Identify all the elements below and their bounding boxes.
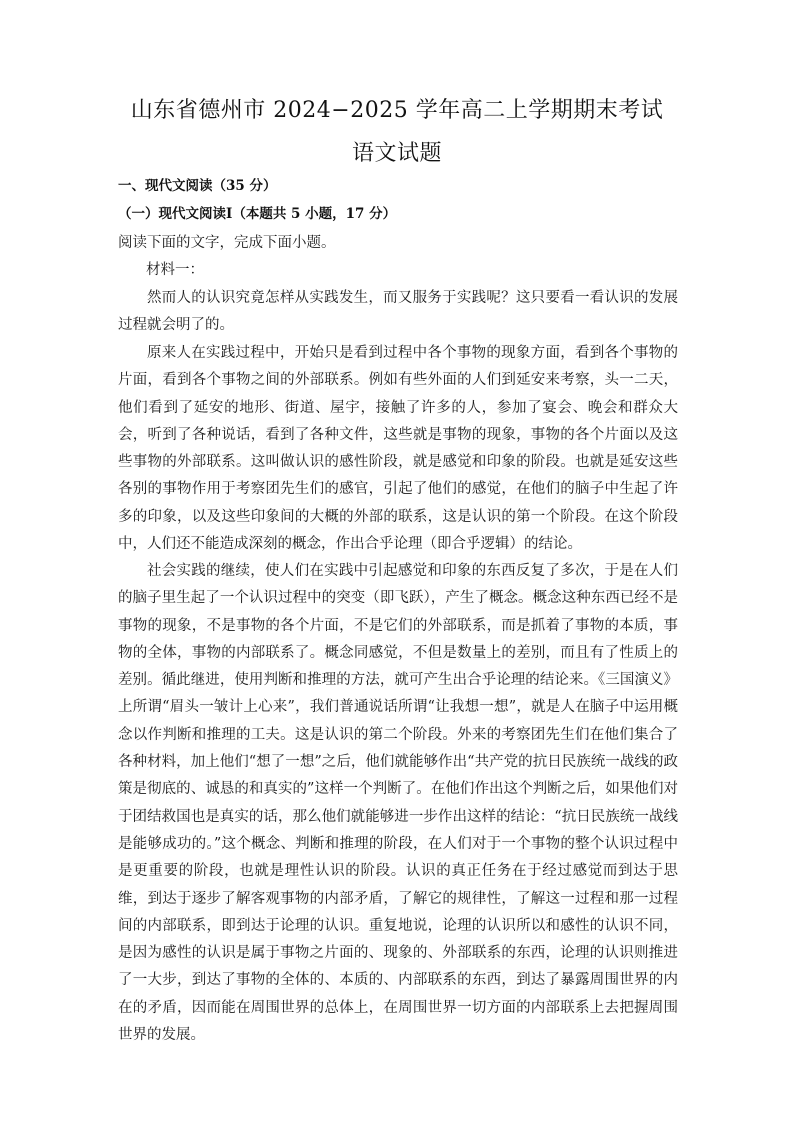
- passage-paragraph-1: [118, 285, 678, 340]
- passage-paragraph-2: [118, 340, 678, 558]
- passage-paragraph-3: [118, 558, 678, 1049]
- exam-title: 山东省德州市 2024−2025 学年高二上学期期末考试: [130, 98, 664, 123]
- paragraph-text: 社会实践的继续，使人们在实践中引起感觉和印象的东西反复了多次，于是在人们的脑子里生起了一个认识过程中的突变（即飞跃），产生了概念。概念这种东西已经不是事物的现象，不是事物的各个片面，不是它们的外部联系，而是抓着了事物的本质，事物的全体，事物的内部联系了。概念同感觉，不但是数量上的差别，而且有了性质上的差别。循此继进，使用判断和推理的方法，就可产生出合乎论理的结论来。《三国演义》上所谓“眉头一皱计上心来”，我们普通说话所谓“让我想一想”，就是人在脑子中运用概念以作判断和推理的工夫。这是认识的第二个阶段。外来的考察团先生们在他们集合了各种材料，加上他们“想了一想”之后，他们就能够作出“共产党的抗日民族统一战线的政策是彻底的、诚恳的和真实的”这样一个判断了。在他们作出这个判断之后，如果他们对于团结救国也是真实的话，那么他们就能够进一步作出这样的结论：“抗日民族统一战线是能够成功的。”这个概念、判断和推理的阶段，在人们对于一个事物的整个认识过程中是更重要的阶段，也就是理性认识的阶段。认识的真正任务在于经过感觉而到达于思维，到达于逐步了解客观事物的内部矛盾，了解它的规律性，了解这一过程和那一过程间的内部联系，即到达于论理的认识。重复地说，论理的认识所以和感性的认识不同，是因为感性的认识是属于事物之片面的、现象的、外部联系的东西，论理的认识则推进了一大步，到达了事物的全体的、本质的、内部联系的东西，到达了暴露周围世界的内在的矛盾，因而能在周围世界的总体上，在周围世界一切方面的内部联系上去把握周围世界的发展。: [118, 563, 678, 1044]
- material-label: 材料一：: [146, 262, 204, 278]
- reading-instruction: 阅读下面的文字，完成下面小题。: [118, 235, 336, 251]
- paragraph-text: 然而人的认识究竟怎样从实践发生，而又服务于实践呢？这只要看一看认识的发展过程就会明了的。: [118, 290, 678, 334]
- exam-subtitle: 语文试题: [351, 141, 442, 166]
- section-heading-reading: 一、现代文阅读（35 分）: [118, 178, 277, 194]
- paragraph-text: 原来人在实践过程中，开始只是看到过程中各个事物的现象方面，看到各个事物的片面，看到各个事物之间的外部联系。例如有些外面的人们到延安来考察，头一二天，他们看到了延安的地形、街道、屋宇，接触了许多的人，参加了宴会、晚会和群众大会，听到了各种说话，看到了各种文件，这些就是事物的现象，事物的各个片面以及这些事物的外部联系。这叫做认识的感性阶段，就是感觉和印象的阶段。也就是延安这些各别的事物作用于考察团先生们的感官，引起了他们的感觉，在他们的脑子中生起了许多的印象，以及这些印象间的大概的外部的联系，这是认识的第一个阶段。在这个阶段中，人们还不能造成深刻的概念，作出合乎论理（即合乎逻辑）的结论。: [118, 345, 678, 553]
- subsection-heading-reading-1: （一）现代文阅读Ⅰ（本题共 5 小题，17 分）: [118, 206, 397, 222]
